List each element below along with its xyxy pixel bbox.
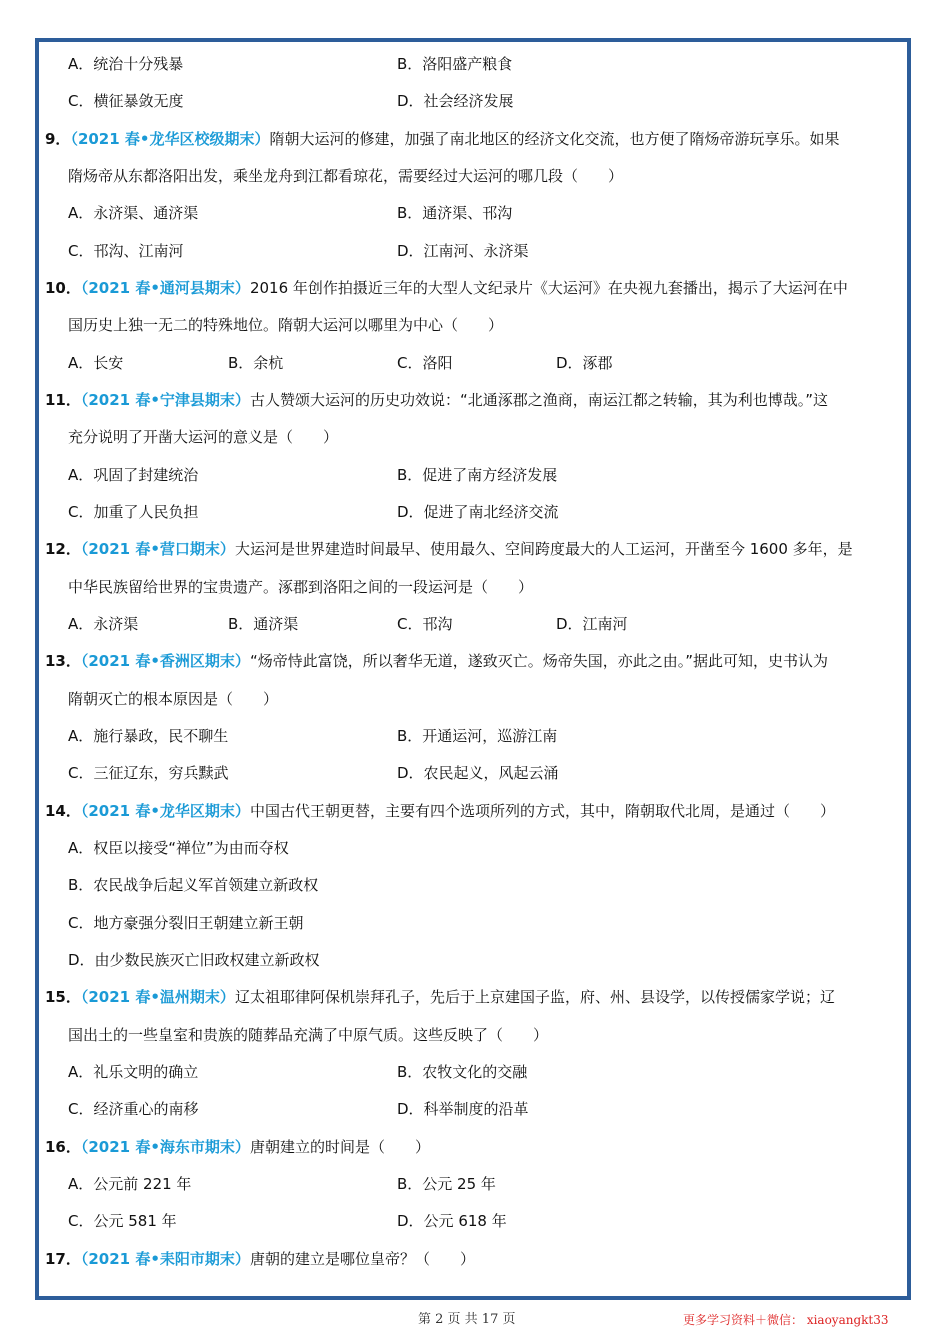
q12-option-d: D．江南河 [556, 615, 628, 633]
q12-option-b: B．通济渠 [228, 615, 299, 633]
q16-options-row1 [68, 1172, 906, 1196]
q11-source: （2021 春•宁津县期末） [80, 391, 250, 409]
q15-source: （2021 春•温州期末） [80, 988, 235, 1006]
q11-text-line2: 充分说明了开凿大运河的意义是（ ） [68, 428, 339, 446]
q17-text-line1: 唐朝的建立是哪位皇帝？（ ） [249, 1250, 475, 1268]
q10-option-b: B．余杭 [228, 354, 284, 372]
q9-option-c: C．邗沟、江南河 [68, 242, 184, 260]
q16-options-row2 [68, 1209, 906, 1233]
q8-option-a: A．统治十分残暴 [68, 55, 184, 73]
q12-number: 12． [45, 540, 81, 558]
q8-option-b: B．洛阳盛产粮食 [397, 55, 513, 73]
q12-source: （2021 春•营口期末） [80, 540, 235, 558]
q11-option-d: D．促进了南北经济交流 [397, 503, 559, 521]
page-footer [0, 1310, 950, 1330]
q8-option-c: C．横征暴敛无度 [68, 92, 184, 110]
q15-options-row2 [68, 1097, 906, 1121]
q10-number: 10． [45, 279, 81, 297]
q12-text-line2: 中华民族留给世界的宝贵遗产。涿郡到洛阳之间的一段运河是（ ） [68, 578, 534, 596]
q16-option-c: C．公元 581 年 [68, 1212, 177, 1230]
q12-option-a: A．永济渠 [68, 615, 139, 633]
q13-option-d: D．农民起义，风起云涌 [397, 764, 559, 782]
q15-option-b: B．农牧文化的交融 [397, 1063, 528, 1081]
q15-text-line2: 国出土的一些皇室和贵族的随葬品充满了中原气质。这些反映了（ ） [68, 1026, 549, 1044]
q9-options-row1 [68, 201, 906, 225]
q9-text-line2: 隋炀帝从东都洛阳出发，乘坐龙舟到江都看琼花，需要经过大运河的哪几段（ ） [68, 167, 624, 185]
q13-option-b: B．开通运河，巡游江南 [397, 727, 558, 745]
q17-number: 17． [45, 1250, 81, 1268]
q11-number: 11． [45, 391, 81, 409]
q9-option-a: A．永济渠、通济渠 [68, 204, 199, 222]
q10-stem [45, 276, 907, 300]
q14-source: （2021 春•龙华区期末） [80, 802, 250, 820]
q10-text-line1: 2016 年创作拍摄近三年的大型人文纪录片《大运河》在央视九套播出，揭示了大运河在中 [249, 279, 848, 297]
q14-stem [45, 799, 907, 823]
q13-source: （2021 春•香洲区期末） [80, 652, 250, 670]
q13-stem [45, 649, 907, 673]
q14-number: 14． [45, 802, 81, 820]
q13-options-row2 [68, 761, 906, 785]
q15-stem [45, 985, 907, 1009]
q14-option-b: B．农民战争后起义军首领建立新政权 [68, 876, 319, 894]
q11-options-row2 [68, 500, 906, 524]
q11-text-line1: 古人赞颂大运河的历史功效说：“北通涿郡之渔商，南运江都之转输，其为利也博哉。”这 [249, 391, 828, 409]
q13-option-c: C．三征辽东，穷兵黩武 [68, 764, 229, 782]
q16-source: （2021 春•海东市期末） [80, 1138, 250, 1156]
q15-text-line1: 辽太祖耶律阿保机崇拜孔子，先后于上京建国子监，府、州、县设学，以传授儒家学说；辽 [234, 988, 835, 1006]
q10-option-d: D．涿郡 [556, 354, 613, 372]
q9-options-row2 [68, 239, 906, 263]
q15-option-a: A．礼乐文明的确立 [68, 1063, 199, 1081]
q11-option-a: A．巩固了封建统治 [68, 466, 199, 484]
q14-option-d: D．由少数民族灭亡旧政权建立新政权 [68, 951, 320, 969]
q17-stem [45, 1247, 907, 1271]
q10-text-line2: 国历史上独一无二的特殊地位。隋朝大运河以哪里为中心（ ） [68, 316, 504, 334]
q15-option-c: C．经济重心的南移 [68, 1100, 199, 1118]
q11-options-row1 [68, 463, 906, 487]
q10-option-c: C．洛阳 [397, 354, 453, 372]
q13-text-line1: “炀帝恃此富饶，所以奢华无道，遂致灭亡。炀帝失国，亦此之由。”据此可知，史书认为 [249, 652, 828, 670]
q12-option-c: C．邗沟 [397, 615, 453, 633]
q9-number: 9． [45, 130, 71, 148]
q16-stem [45, 1135, 907, 1159]
q16-text-line1: 唐朝建立的时间是（ ） [249, 1138, 430, 1156]
wechat-promo: 更多学习资料＋微信： xiaoyangkt33 [683, 1313, 889, 1327]
q12-text-line1: 大运河是世界建造时间最早、使用最久、空间跨度最大的人工运河，开凿至今 1600 多年，是 [234, 540, 853, 558]
q16-option-a: A．公元前 221 年 [68, 1175, 192, 1193]
q8-options-row2 [68, 89, 906, 113]
q8-options-row1 [68, 52, 906, 76]
q9-text-line1: 隋朝大运河的修建，加强了南北地区的经济文化交流，也方便了隋炀帝游玩享乐。如果 [269, 130, 840, 148]
q13-number: 13． [45, 652, 81, 670]
q13-options-row1 [68, 724, 906, 748]
q14-option-c: C．地方豪强分裂旧王朝建立新王朝 [68, 914, 304, 932]
q9-option-b: B．通济渠、邗沟 [397, 204, 513, 222]
page-number: 第 2 页 共 17 页 [418, 1312, 516, 1327]
q14-text-line1: 中国古代王朝更替，主要有四个选项所列的方式，其中，隋朝取代北周，是通过（ ） [249, 802, 835, 820]
q11-stem [45, 388, 907, 412]
q10-options-row [68, 351, 906, 375]
q15-number: 15． [45, 988, 81, 1006]
q15-option-d: D．科举制度的沿革 [397, 1100, 529, 1118]
q16-number: 16． [45, 1138, 81, 1156]
q16-option-b: B．公元 25 年 [397, 1175, 496, 1193]
q13-option-a: A．施行暴政，民不聊生 [68, 727, 229, 745]
q11-option-c: C．加重了人民负担 [68, 503, 199, 521]
q10-option-a: A．长安 [68, 354, 124, 372]
q9-stem [45, 127, 907, 151]
q9-option-d: D．江南河、永济渠 [397, 242, 529, 260]
q12-stem [45, 537, 907, 561]
q13-text-line2: 隋朝灭亡的根本原因是（ ） [68, 690, 279, 708]
q8-option-d: D．社会经济发展 [397, 92, 514, 110]
q11-option-b: B．促进了南方经济发展 [397, 466, 558, 484]
q9-source: （2021 春•龙华区校级期末） [70, 130, 270, 148]
q17-source: （2021 春•耒阳市期末） [80, 1250, 250, 1268]
q10-source: （2021 春•通河县期末） [80, 279, 250, 297]
q14-option-a: A．权臣以接受“禅位”为由而夺权 [68, 839, 289, 857]
q12-options-row [68, 612, 906, 636]
q15-options-row1 [68, 1060, 906, 1084]
q16-option-d: D．公元 618 年 [397, 1212, 507, 1230]
